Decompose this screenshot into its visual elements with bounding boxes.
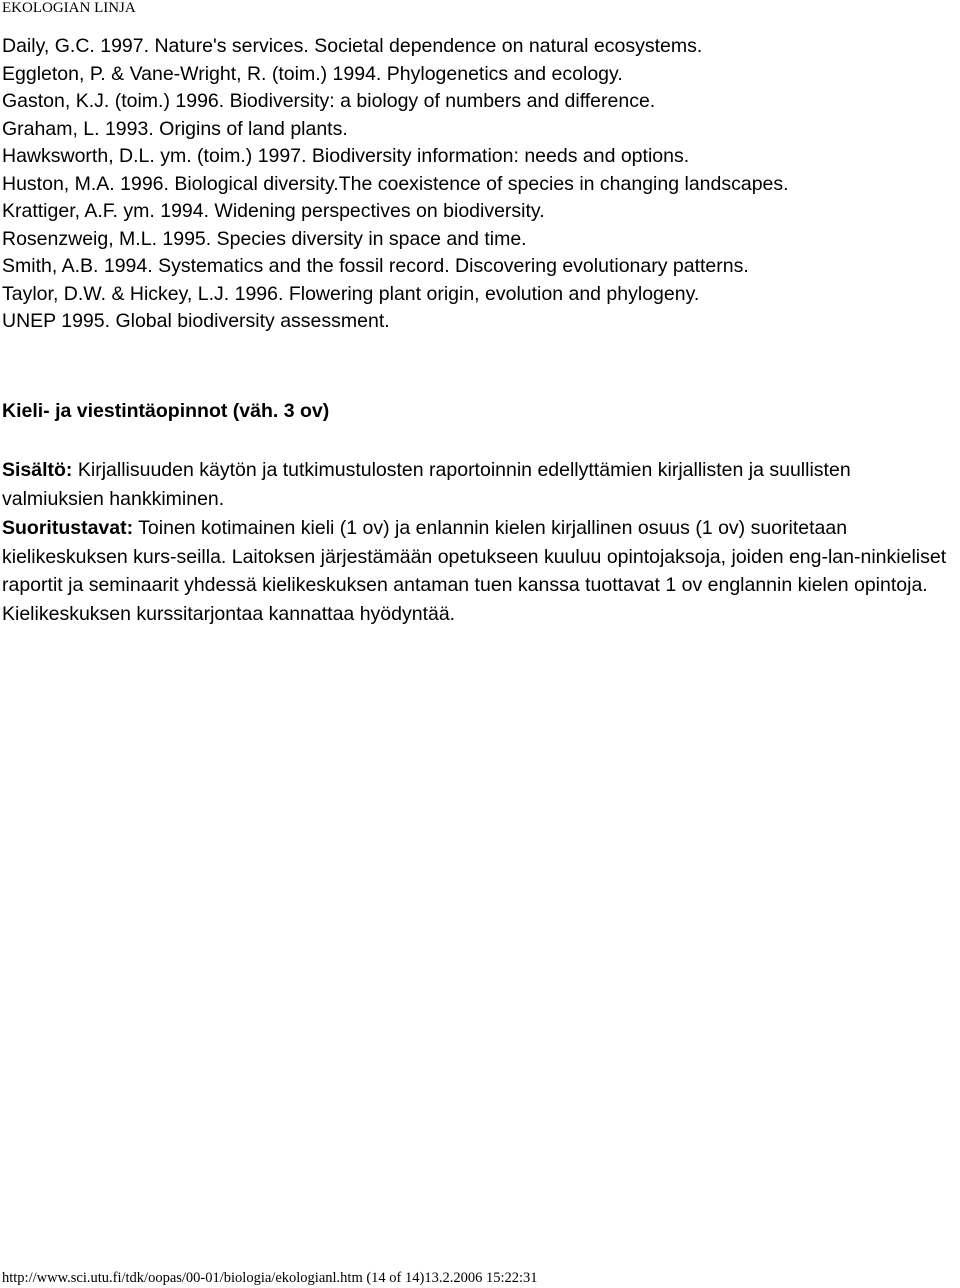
reference-item: Huston, M.A. 1996. Biological diversity.The coexistence of species in changing landscapes. xyxy=(2,172,789,195)
reference-item: Eggleton, P. & Vane-Wright, R. (toim.) 1994. Phylogenetics and ecology. xyxy=(2,62,623,85)
reference-item: Gaston, K.J. (toim.) 1996. Biodiversity: a biology of numbers and difference. xyxy=(2,90,656,112)
reference-item: Krattiger, A.F. ym. 1994. Widening perspectives on biodiversity. xyxy=(2,200,545,222)
page-header-title: EKOLOGIAN LINJA xyxy=(2,0,136,16)
methods-text: Toinen kotimainen kieli (1 ov) ja enlannin kielen kirjallinen osuus (1 ov) suoritetaan kielikeskuksen kurs-seilla. Laitoksen järjestämään opetukseen kuuluu opintojaksoja, joiden eng-lan-ninkieliset raportit ja seminaarit yhdessä kielikeskuksen antaman tuen kanssa tuottavat 1 ov englannin kielen opintoja. Kielikeskuksen kurssitarjontaa kannattaa hyödyntää. xyxy=(2,517,947,625)
reference-item: Rosenzweig, M.L. 1995. Species diversity in space and time. xyxy=(2,227,527,250)
reference-item: UNEP 1995. Global biodiversity assessment. xyxy=(2,310,390,332)
reference-item: Taylor, D.W. & Hickey, L.J. 1996. Flowering plant origin, evolution and phylogeny. xyxy=(2,282,700,305)
reference-item: Hawksworth, D.L. ym. (toim.) 1997. Biodiversity information: needs and options. xyxy=(2,145,690,167)
section-heading: Kieli- ja viestintäopinnot (väh. 3 ov) xyxy=(2,400,330,422)
reference-item: Graham, L. 1993. Origins of land plants. xyxy=(2,117,348,140)
methods-paragraph xyxy=(2,514,952,628)
reference-list xyxy=(2,33,789,336)
methods-label: Suoritustavat: xyxy=(2,517,134,539)
content-text: Kirjallisuuden käytön ja tutkimustulosten raportoinnin edellyttämien kirjallisten ja suullisten valmiuksien hankkiminen. xyxy=(2,459,851,510)
page-footer-url: http://www.sci.utu.fi/tdk/oopas/00-01/biologia/ekologianl.htm (14 of 14)13.2.2006 15:22:31 xyxy=(2,1270,538,1286)
reference-item: Smith, A.B. 1994. Systematics and the fossil record. Discovering evolutionary patterns. xyxy=(2,255,749,277)
content-label: Sisältö: xyxy=(2,459,73,481)
content-paragraph xyxy=(2,456,952,513)
reference-item: Daily, G.C. 1997. Nature's services. Societal dependence on natural ecosystems. xyxy=(2,35,703,57)
